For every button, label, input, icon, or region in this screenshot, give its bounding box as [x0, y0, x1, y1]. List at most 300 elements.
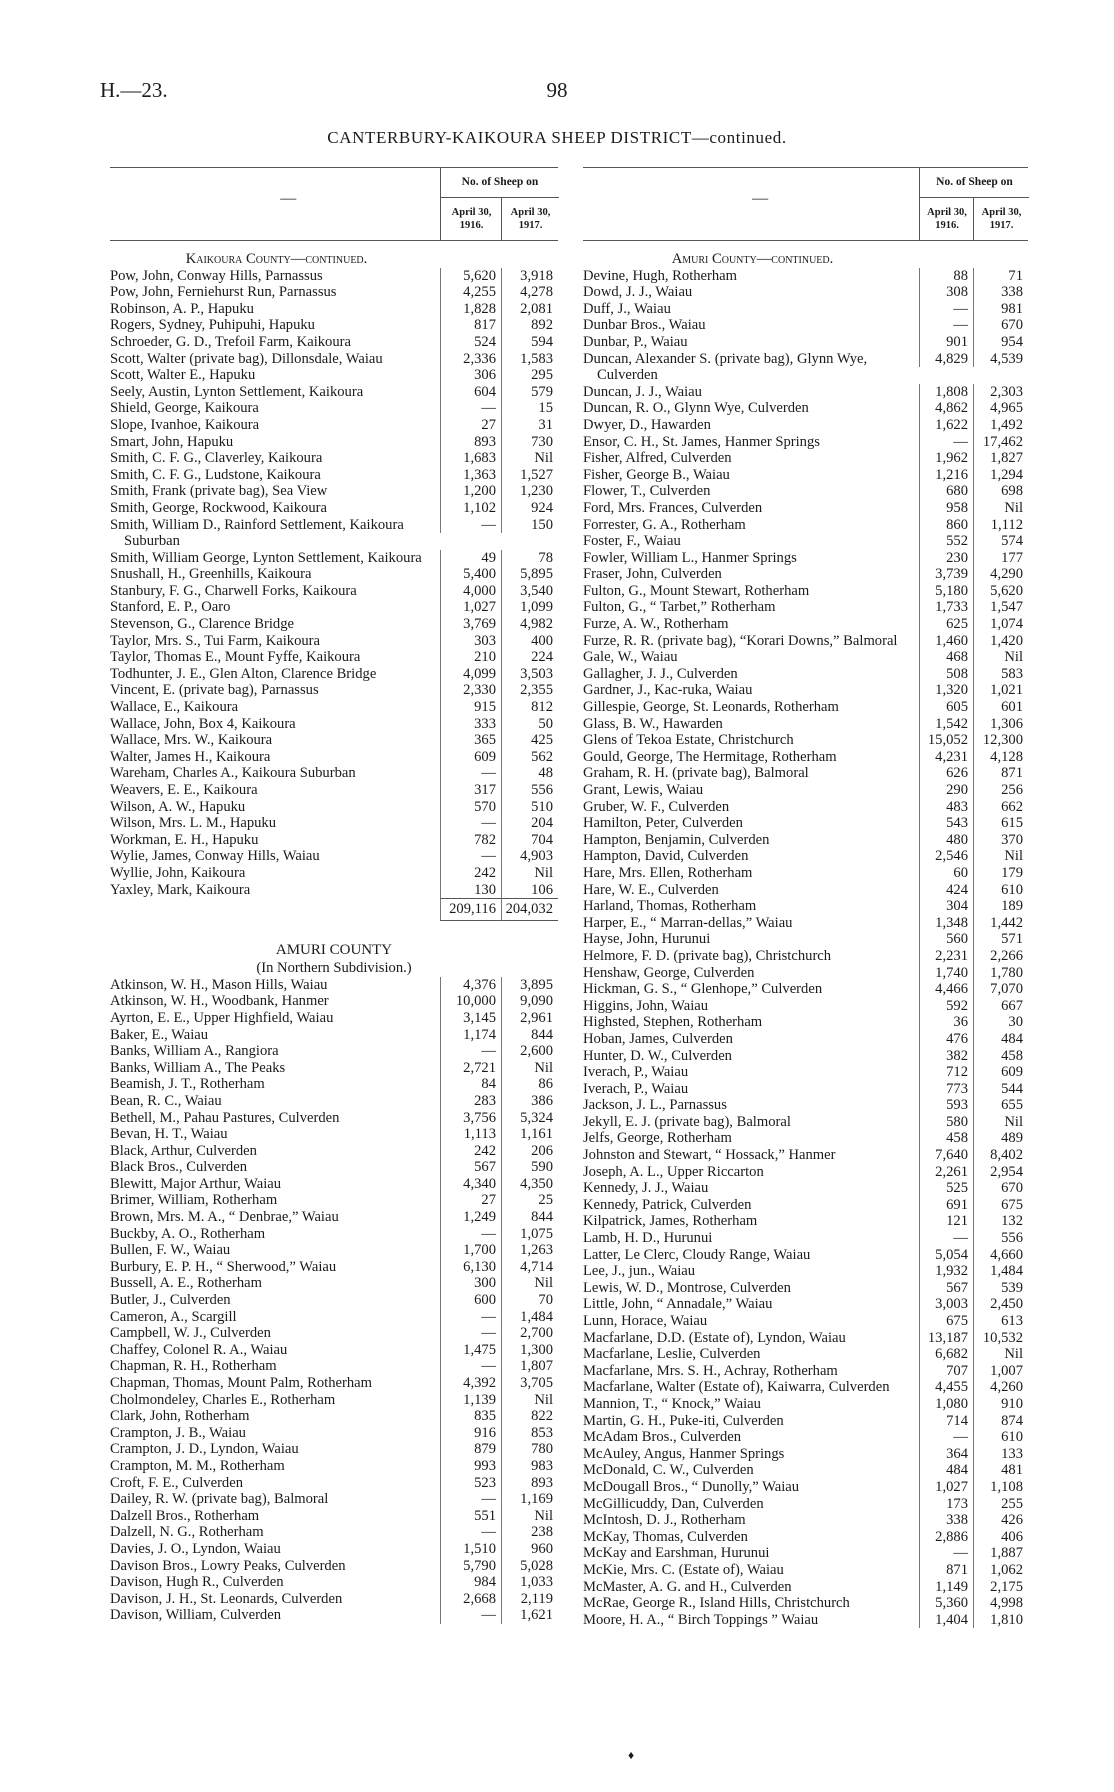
sheep-1917: 78	[501, 550, 558, 567]
table-row	[110, 699, 558, 716]
sheep-1916: 1,348	[919, 915, 973, 932]
table-row	[110, 1558, 558, 1575]
sheep-1916: 458	[919, 1130, 973, 1147]
sheep-1917: 1,827	[973, 450, 1028, 467]
sheep-1916: 1,460	[919, 633, 973, 650]
sheep-1916: 1,320	[919, 682, 973, 699]
sheep-1916: 476	[919, 1031, 973, 1048]
sheep-1917: 426	[973, 1512, 1028, 1529]
owner-name: Todhunter, J. E., Glen Alton, Clarence Bridge	[110, 665, 377, 682]
sheep-1917: 556	[973, 1230, 1028, 1247]
sheep-1917: 1,484	[501, 1309, 558, 1326]
sheep-1917: 2,450	[973, 1296, 1028, 1313]
sheep-1917: 579	[501, 384, 558, 401]
owner-name: Smith, C. F. G., Claverley, Kaikoura	[110, 450, 323, 467]
table-row	[110, 1110, 558, 1127]
sheep-1916: 1,740	[919, 965, 973, 982]
left-column	[110, 167, 558, 1624]
sheep-1916: 317	[440, 782, 501, 799]
table-row	[110, 301, 558, 318]
owner-name: Fowler, William L., Hanmer Springs	[583, 549, 797, 566]
table-row	[583, 533, 1028, 550]
table-row	[110, 1607, 558, 1624]
sheep-1916: 364	[919, 1446, 973, 1463]
table-row	[110, 848, 558, 865]
sheep-1917: 338	[973, 284, 1028, 301]
no-of-sheep-header: No. of Sheep on	[919, 168, 1029, 198]
table-row	[583, 998, 1028, 1015]
sheep-1917: 539	[973, 1280, 1028, 1297]
table-row	[583, 434, 1028, 451]
owner-name: Davison, Hugh R., Culverden	[110, 1574, 284, 1591]
table-row	[583, 351, 1028, 384]
sheep-1917: 822	[501, 1408, 558, 1425]
total-1917: 204,032	[501, 898, 558, 921]
table-row	[110, 1475, 558, 1492]
sheep-1916: 551	[440, 1508, 501, 1525]
table-row	[110, 566, 558, 583]
sheep-1916: 4,000	[440, 583, 501, 600]
sheep-1916: —	[919, 434, 973, 451]
owner-name: Chapman, R. H., Rotherham	[110, 1358, 277, 1375]
owner-name: Bethell, M., Pahau Pastures, Culverden	[110, 1109, 340, 1126]
owner-name: Campbell, W. J., Culverden	[110, 1325, 271, 1342]
sheep-1916: 2,886	[919, 1529, 973, 1546]
sheep-1917: 610	[973, 1429, 1028, 1446]
sheep-1916: 625	[919, 616, 973, 633]
sheep-1916: 993	[440, 1458, 501, 1475]
owner-name: Lunn, Horace, Waiau	[583, 1313, 708, 1329]
owner-name: McAuley, Angus, Hanmer Springs	[583, 1445, 785, 1462]
table-row	[110, 517, 558, 550]
table-row	[583, 732, 1028, 749]
owner-name: Jekyll, E. J. (private bag), Balmoral	[583, 1113, 791, 1130]
sheep-1917: 590	[501, 1159, 558, 1176]
sheep-1916: 1,080	[919, 1396, 973, 1413]
sheep-1916: 707	[919, 1363, 973, 1380]
sheep-1917: 71	[973, 268, 1028, 285]
table-row	[110, 1441, 558, 1458]
owner-name: Davison Bros., Lowry Peaks, Culverden	[110, 1557, 346, 1574]
owner-name: Black Bros., Culverden	[110, 1159, 247, 1176]
table-row	[583, 799, 1028, 816]
table-row	[583, 1545, 1028, 1562]
sheep-1916: 675	[919, 1313, 973, 1330]
table-row	[583, 1496, 1028, 1513]
sheep-1916: 1,808	[919, 384, 973, 401]
table-row	[110, 865, 558, 882]
table-row	[110, 384, 558, 401]
owner-name: Stanford, E. P., Oaro	[110, 599, 231, 616]
page-number: 98	[546, 78, 568, 102]
table-row	[583, 1081, 1028, 1098]
sheep-1916: —	[440, 1309, 501, 1326]
sheep-1916: 1,683	[440, 450, 501, 467]
sheep-1917: 2,700	[501, 1325, 558, 1342]
table-row	[110, 351, 558, 368]
sheep-1916: 1,363	[440, 467, 501, 484]
owner-name: Brimer, William, Rotherham	[110, 1192, 278, 1209]
sheep-1916: 210	[440, 649, 501, 666]
table-row	[583, 981, 1028, 998]
sheep-1916: —	[440, 1325, 501, 1342]
sheep-1916: 860	[919, 517, 973, 534]
table-row	[583, 1230, 1028, 1247]
sheep-1916: 1,404	[919, 1612, 973, 1629]
sheep-1917: 7,070	[973, 981, 1028, 998]
sheep-1916: —	[440, 517, 501, 534]
sheep-1916: 958	[919, 500, 973, 517]
name-column-dash: —	[752, 190, 769, 207]
table-row	[583, 1346, 1028, 1363]
sheep-1917: 70	[501, 1292, 558, 1309]
sheep-1916: 593	[919, 1097, 973, 1114]
table-row	[583, 284, 1028, 301]
sheep-1917: 458	[973, 1048, 1028, 1065]
sheep-1917: 675	[973, 1197, 1028, 1214]
sheep-1917: 893	[501, 1475, 558, 1492]
owner-name: McKay and Earshman, Hurunui	[583, 1545, 770, 1562]
sheep-1916: 1,542	[919, 716, 973, 733]
sheep-1917: 4,965	[973, 400, 1028, 417]
sheep-1917: 133	[973, 1446, 1028, 1463]
sheep-1917: 1,547	[973, 599, 1028, 616]
sheep-1916: 2,261	[919, 1164, 973, 1181]
sheep-1916: 3,145	[440, 1010, 501, 1027]
table-row	[583, 417, 1028, 434]
table-row	[583, 1147, 1028, 1164]
owner-name: McAdam Bros., Culverden	[583, 1429, 742, 1446]
owner-name: Wareham, Charles A., Kaikoura Suburban	[110, 765, 356, 782]
owner-name: Furze, A. W., Rotherham	[583, 616, 729, 633]
sheep-1916: 303	[440, 633, 501, 650]
sheep-1917: 3,918	[501, 268, 558, 285]
owner-name: Forrester, G. A., Rotherham	[583, 516, 746, 533]
owner-name: Jelfs, George, Rotherham	[583, 1130, 732, 1147]
table-row	[110, 1591, 558, 1608]
owner-name: Hare, W. E., Culverden	[583, 881, 719, 898]
owner-name: Bullen, F. W., Waiau	[110, 1242, 231, 1259]
sheep-1917: 3,503	[501, 666, 558, 683]
owner-name: Bevan, H. T., Waiau	[110, 1126, 228, 1143]
owner-name: Seely, Austin, Lynton Settlement, Kaikoura	[110, 383, 364, 400]
owner-name: Cholmondeley, Charles E., Rotherham	[110, 1391, 336, 1408]
sheep-1916: 6,130	[440, 1259, 501, 1276]
sheep-1916: 1,200	[440, 483, 501, 500]
table-row	[583, 898, 1028, 915]
owner-name: McDonald, C. W., Culverden	[583, 1462, 754, 1479]
owner-name: Dowd, J. J., Waiau	[583, 284, 693, 301]
sheep-1916: 300	[440, 1275, 501, 1292]
sheep-1917: 844	[501, 1027, 558, 1044]
owner-name: McDougall Bros., “ Dunolly,” Waiau	[583, 1478, 800, 1495]
sheep-1917: 425	[501, 732, 558, 749]
table-row	[583, 317, 1028, 334]
sheep-1916: 4,376	[440, 977, 501, 994]
sheep-1916: 2,721	[440, 1060, 501, 1077]
owner-name: McGillicuddy, Dan, Culverden	[583, 1495, 764, 1512]
table-row	[583, 550, 1028, 567]
sheep-1916: 605	[919, 699, 973, 716]
table-row	[583, 931, 1028, 948]
sheep-1917: 960	[501, 1541, 558, 1558]
sheep-1916: —	[919, 317, 973, 334]
year-1917-header: April 30, 1917.	[973, 197, 1029, 240]
sheep-1917: 489	[973, 1130, 1028, 1147]
left-table-header	[110, 167, 558, 241]
sheep-1916: 49	[440, 550, 501, 567]
left-rows-kaikoura	[110, 268, 558, 899]
right-table-header	[583, 167, 1028, 241]
owner-name: Glass, B. W., Hawarden	[583, 715, 723, 732]
table-row	[110, 1143, 558, 1160]
sheep-1917: 5,028	[501, 1558, 558, 1575]
table-row	[583, 1213, 1028, 1230]
table-row	[110, 400, 558, 417]
year-1916-header: April 30, 1916.	[440, 197, 502, 240]
table-row	[583, 400, 1028, 417]
sheep-1916: 4,231	[919, 749, 973, 766]
owner-name: Gruber, W. F., Culverden	[583, 798, 730, 815]
sheep-1916: 567	[919, 1280, 973, 1297]
table-row	[583, 1562, 1028, 1579]
sheep-1916: 424	[919, 882, 973, 899]
owner-name: Fulton, G., “ Tarbet,” Rotherham	[583, 599, 776, 616]
sheep-1916: 290	[919, 782, 973, 799]
owner-name: Croft, F. E., Culverden	[110, 1474, 243, 1491]
sheep-1917: Nil	[501, 450, 558, 467]
table-row	[110, 1176, 558, 1193]
table-row	[110, 417, 558, 434]
owner-name: Highsted, Stephen, Rotherham	[583, 1014, 763, 1031]
table-row	[583, 384, 1028, 401]
sheep-1917: 1,420	[973, 633, 1028, 650]
sheep-1917: 400	[501, 633, 558, 650]
owner-name: Robinson, A. P., Hapuku	[110, 300, 254, 317]
sheep-1917: 150	[501, 517, 558, 534]
sheep-1917: 1,442	[973, 915, 1028, 932]
sheep-1917: 871	[973, 765, 1028, 782]
table-row	[583, 1197, 1028, 1214]
sheep-1917: 1,300	[501, 1342, 558, 1359]
sheep-1917: 1,492	[973, 417, 1028, 434]
sheep-1916: 1,733	[919, 599, 973, 616]
sheep-1916: 1,149	[919, 1579, 973, 1596]
owner-name: Iverach, P., Waiau	[583, 1064, 689, 1081]
sheep-1917: 370	[973, 832, 1028, 849]
owner-name: Henshaw, George, Culverden	[583, 964, 755, 981]
no-of-sheep-header: No. of Sheep on	[440, 168, 559, 198]
sheep-1917: 812	[501, 699, 558, 716]
table-row	[583, 882, 1028, 899]
table-row	[110, 1491, 558, 1508]
owner-name: Ayrton, E. E., Upper Highfield, Waiau	[110, 1009, 334, 1026]
owner-name: Banks, William A., The Peaks	[110, 1059, 286, 1076]
table-row	[583, 1114, 1028, 1131]
owner-name: Wallace, John, Box 4, Kaikoura	[110, 715, 296, 732]
table-row	[583, 1031, 1028, 1048]
sheep-1917: Nil	[501, 1508, 558, 1525]
sheep-1916: —	[440, 765, 501, 782]
sheep-1917: 698	[973, 483, 1028, 500]
sheep-1917: 510	[501, 799, 558, 816]
owner-name: Walter, James H., Kaikoura	[110, 748, 271, 765]
table-row	[583, 1097, 1028, 1114]
sheep-1916: 242	[440, 1143, 501, 1160]
sheep-1917: 981	[973, 301, 1028, 318]
owner-name: Little, John, “ Annadale,” Waiau	[583, 1296, 773, 1313]
section-heading	[110, 251, 558, 268]
sheep-1916: 916	[440, 1425, 501, 1442]
sheep-1917: 4,998	[973, 1595, 1028, 1612]
owner-name: Dailey, R. W. (private bag), Balmoral	[110, 1491, 329, 1508]
owner-name: Latter, Le Clerc, Cloudy Range, Waiau	[583, 1246, 811, 1263]
year-1916-header: April 30, 1916.	[919, 197, 974, 240]
sheep-1916: 3,756	[440, 1110, 501, 1127]
sheep-1917: 662	[973, 799, 1028, 816]
owner-name: Ensor, C. H., St. James, Hanmer Springs	[583, 433, 820, 450]
table-row	[583, 782, 1028, 799]
table-row	[583, 1579, 1028, 1596]
sheep-1917: 1,075	[501, 1226, 558, 1243]
sheep-1917: 583	[973, 666, 1028, 683]
table-row	[583, 334, 1028, 351]
sheep-1916: 580	[919, 1114, 973, 1131]
owner-name: Joseph, A. L., Upper Riccarton	[583, 1163, 764, 1180]
sheep-1916: 523	[440, 1475, 501, 1492]
table-row	[110, 334, 558, 351]
sheep-1916: 4,255	[440, 284, 501, 301]
sheep-1917: 1,621	[501, 1607, 558, 1624]
sheep-1917: 1,021	[973, 682, 1028, 699]
sheep-1917: 25	[501, 1192, 558, 1209]
sheep-1916: 567	[440, 1159, 501, 1176]
sheep-1916: 121	[919, 1213, 973, 1230]
sheep-1917: 610	[973, 882, 1028, 899]
table-row	[110, 1574, 558, 1591]
sheep-1917: 4,982	[501, 616, 558, 633]
owner-name: Vincent, E. (private bag), Parnassus	[110, 682, 319, 699]
table-row	[583, 1462, 1028, 1479]
owner-name: Smith, William George, Lynton Settlement, Kaikoura	[110, 549, 422, 566]
table-row	[583, 1612, 1028, 1629]
sheep-1916: 984	[440, 1574, 501, 1591]
table-row	[110, 1292, 558, 1309]
sheep-1917: 983	[501, 1458, 558, 1475]
table-row	[583, 649, 1028, 666]
sheep-1916: 15,052	[919, 732, 973, 749]
sheep-1917: 224	[501, 649, 558, 666]
amuri-county-heading: AMURI COUNTY	[275, 941, 393, 958]
sheep-1917: 48	[501, 765, 558, 782]
owner-name: Flower, T., Culverden	[583, 483, 711, 500]
table-row	[110, 434, 558, 451]
table-row	[110, 666, 558, 683]
owner-name: Duncan, J. J., Waiau	[583, 383, 702, 400]
owner-name: Hare, Mrs. Ellen, Rotherham	[583, 864, 753, 881]
owner-name: Macfarlane, Leslie, Culverden	[583, 1346, 761, 1363]
table-row	[110, 1209, 558, 1226]
owner-name: Fraser, John, Culverden	[583, 566, 722, 583]
sheep-1917: 1,099	[501, 599, 558, 616]
sheep-1917: 1,062	[973, 1562, 1028, 1579]
table-row	[583, 832, 1028, 849]
sheep-1917: 609	[973, 1064, 1028, 1081]
table-row	[583, 1247, 1028, 1264]
section-title: Kaikoura County—continued.	[185, 251, 368, 267]
table-row	[110, 1508, 558, 1525]
owner-name: Wallace, Mrs. W., Kaikoura	[110, 732, 273, 749]
sheep-1917: 844	[501, 1209, 558, 1226]
table-row	[110, 1259, 558, 1276]
total-1916: 209,116	[440, 898, 501, 921]
year-1917-header: April 30, 1917.	[501, 197, 559, 240]
sheep-1917: 238	[501, 1524, 558, 1541]
sheep-1916: 1,700	[440, 1242, 501, 1259]
owner-name: Pow, John, Ferniehurst Run, Parnassus	[110, 284, 337, 301]
sheep-1916: 468	[919, 649, 973, 666]
sheep-1917: Nil	[501, 865, 558, 882]
sheep-1917: 2,954	[973, 1164, 1028, 1181]
sheep-1917: Nil	[973, 649, 1028, 666]
owner-name: Kennedy, Patrick, Culverden	[583, 1196, 752, 1213]
sheep-1917: 15	[501, 400, 558, 417]
owner-name: Smith, William D., Rainford Settlement, Kaikoura Suburban	[110, 516, 404, 550]
sheep-1917: 2,266	[973, 948, 1028, 965]
owner-name: Smith, Frank (private bag), Sea View	[110, 483, 328, 500]
sheep-1916: 5,180	[919, 583, 973, 600]
section-total-row	[110, 898, 558, 921]
table-row	[110, 1309, 558, 1326]
owner-name: McKie, Mrs. C. (Estate of), Waiau	[583, 1561, 784, 1578]
sheep-1916: —	[440, 1491, 501, 1508]
sheep-1917: 574	[973, 533, 1028, 550]
sheep-1916: 5,400	[440, 566, 501, 583]
table-row	[110, 815, 558, 832]
table-row	[110, 583, 558, 600]
sheep-1917: 2,119	[501, 1591, 558, 1608]
sheep-1916: —	[440, 400, 501, 417]
owner-name: Hamilton, Peter, Culverden	[583, 815, 743, 832]
owner-name: Smart, John, Hapuku	[110, 433, 234, 450]
owner-name: Jackson, J. L., Parnassus	[583, 1097, 727, 1114]
table-row	[583, 948, 1028, 965]
table-row	[583, 1130, 1028, 1147]
owner-name: Scott, Walter (private bag), Dillonsdale, Waiau	[110, 350, 383, 367]
table-row	[583, 1379, 1028, 1396]
owner-name: Wyllie, John, Kaikoura	[110, 864, 246, 881]
sheep-1916: 4,862	[919, 400, 973, 417]
owner-name: Dwyer, D., Hawarden	[583, 416, 711, 433]
sheep-1916: 130	[440, 882, 501, 899]
sheep-1917: 1,263	[501, 1242, 558, 1259]
owner-name: Smith, George, Rockwood, Kaikoura	[110, 499, 327, 516]
sheep-1917: 256	[973, 782, 1028, 799]
owner-name: McKay, Thomas, Culverden	[583, 1528, 748, 1545]
table-row	[110, 500, 558, 517]
sheep-1917: 204	[501, 815, 558, 832]
sheep-1917: 2,961	[501, 1010, 558, 1027]
sheep-1917: 601	[973, 699, 1028, 716]
table-row	[583, 450, 1028, 467]
sheep-1917: 1,108	[973, 1479, 1028, 1496]
sheep-1917: 4,290	[973, 566, 1028, 583]
sheep-1916: 609	[440, 749, 501, 766]
table-row	[583, 965, 1028, 982]
sheep-1916: 901	[919, 334, 973, 351]
sheep-1916: 1,027	[919, 1479, 973, 1496]
owner-name: Crampton, M. M., Rotherham	[110, 1457, 285, 1474]
